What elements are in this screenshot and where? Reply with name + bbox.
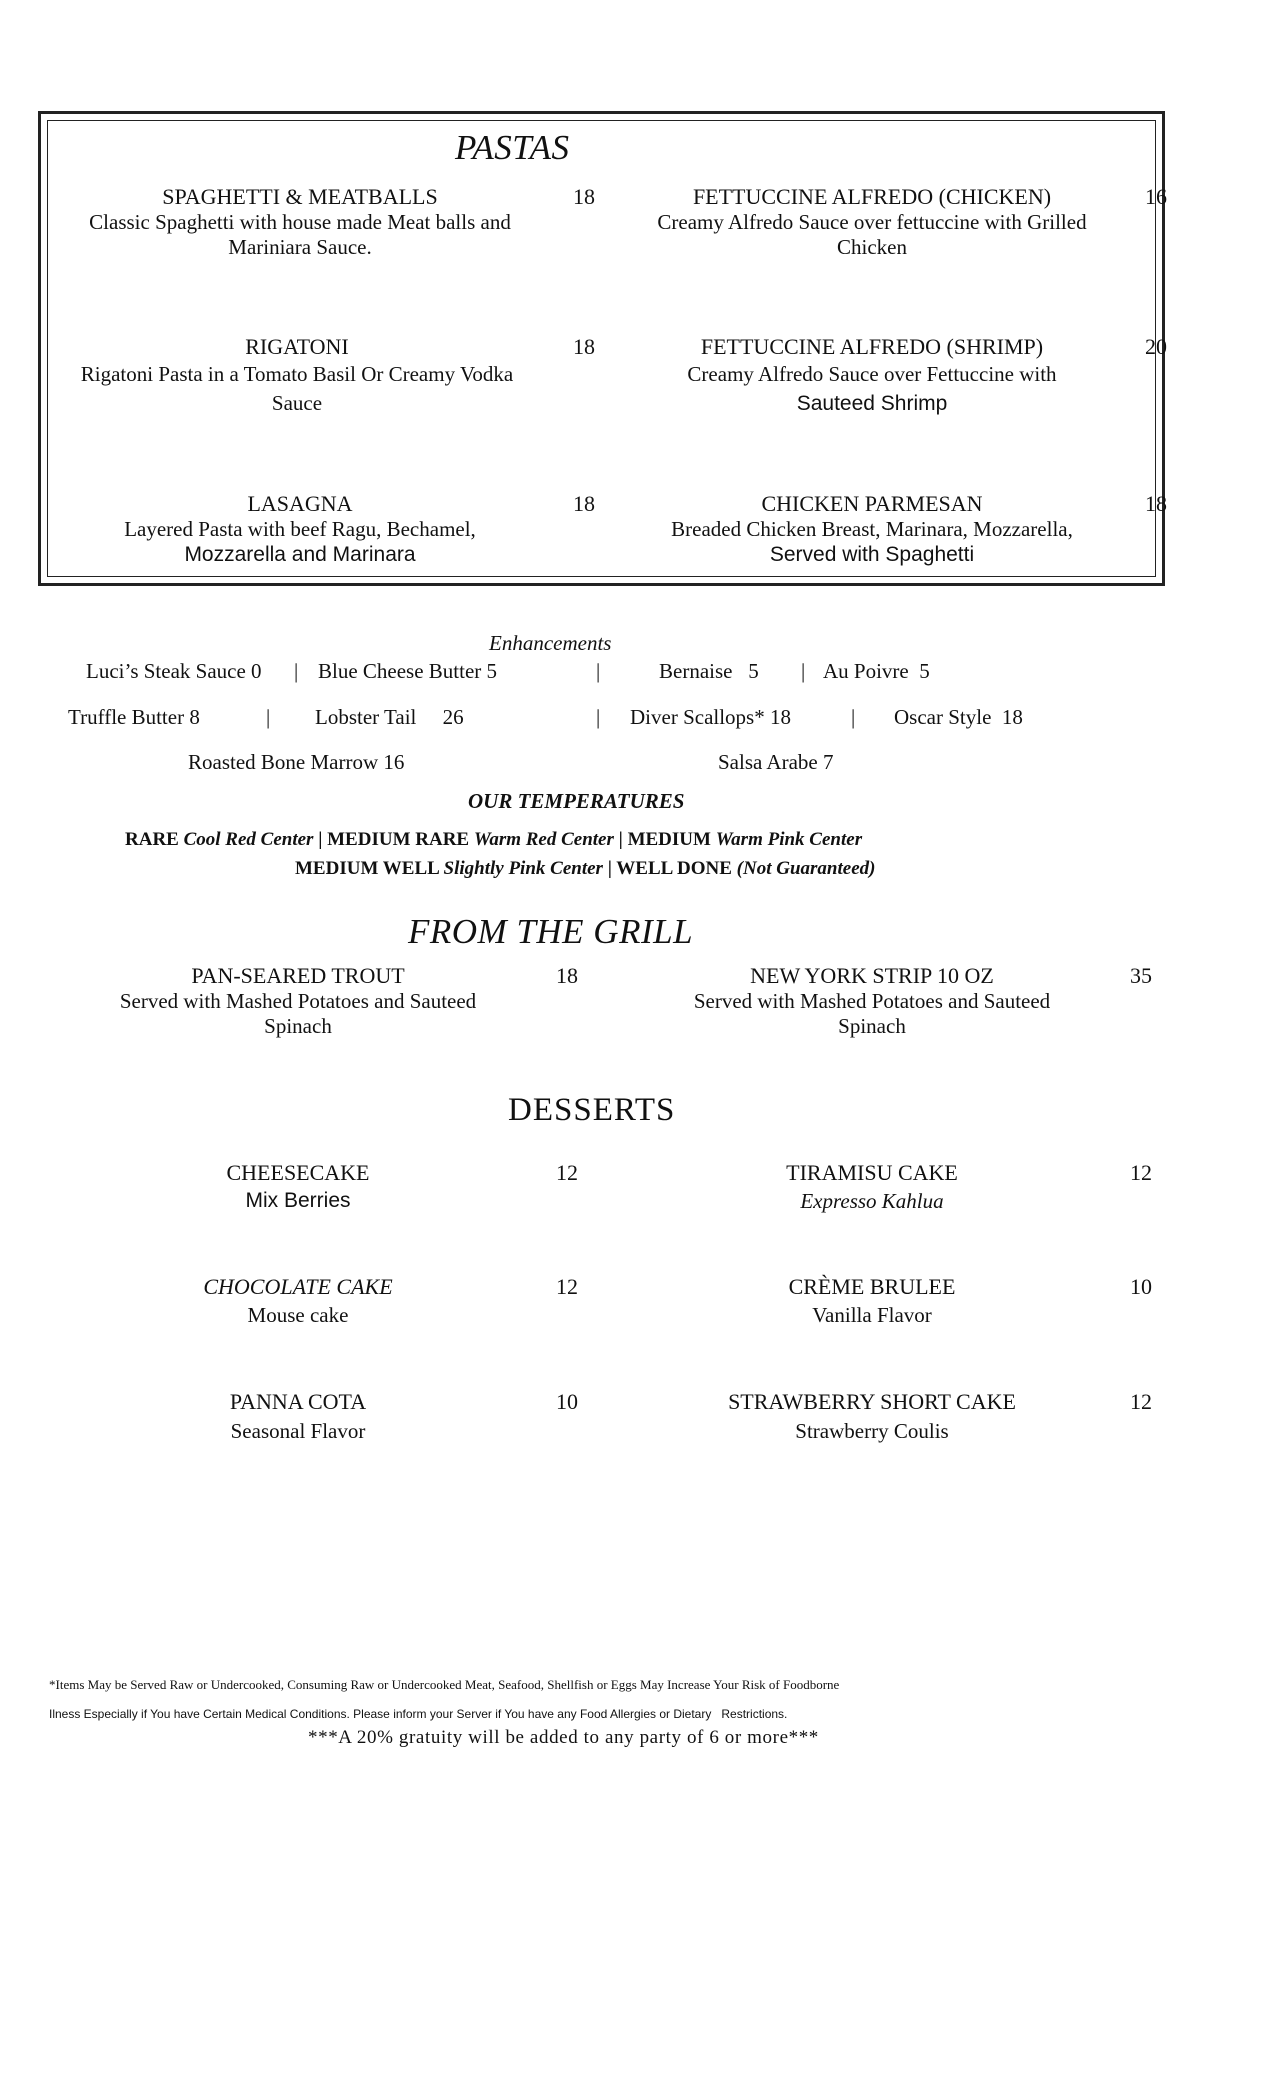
grill-title: FROM THE GRILL: [408, 912, 694, 951]
enhancements-title: Enhancements: [489, 631, 612, 655]
disclaimer-line-2: Ilness Especially if You have Certain Medical Conditions. Please inform your Server if You have any Food Allergies or Dietary Restrictions.: [49, 1707, 788, 1721]
menu-item: [627, 491, 1117, 567]
item-price: 18: [556, 963, 578, 988]
enhancement-separator: |: [294, 659, 299, 683]
item-name: SPAGHETTI & MEATBALLS: [162, 184, 438, 209]
item-name: TIRAMISU CAKE: [786, 1160, 958, 1185]
temp-medium: | MEDIUM: [618, 829, 711, 850]
menu-item: [158, 1389, 438, 1447]
item-desc: Creamy Alfredo Sauce over fettuccine with Grilled: [657, 210, 1087, 234]
item-price: 18: [573, 491, 595, 516]
item-desc: Rigatoni Pasta in a Tomato Basil Or Creamy Vodka: [80, 362, 514, 386]
enhancement-item: Blue Cheese Butter 5: [318, 659, 498, 683]
item-name: PANNA COTA: [229, 1389, 367, 1414]
temp-well-done: | WELL DONE: [607, 858, 732, 879]
item-desc: Creamy Alfredo Sauce over Fettuccine with: [687, 362, 1057, 386]
desserts-title: DESSERTS: [508, 1092, 676, 1128]
temp-well-done-desc: (Not Guaranteed): [736, 858, 876, 879]
item-desc: Spinach: [264, 1014, 332, 1038]
item-desc: Classic Spaghetti with house made Meat balls and: [89, 210, 511, 234]
enhancement-item: Diver Scallops* 18: [630, 705, 791, 729]
menu-item: [60, 491, 540, 567]
temperatures-line-1: [125, 829, 862, 851]
temp-medium-rare-desc: Warm Red Center: [473, 829, 614, 850]
item-name: LASAGNA: [247, 491, 353, 516]
enhancement-item: Luci’s Steak Sauce 0: [86, 659, 262, 683]
temp-medium-well-desc: Slightly Pink Center: [443, 858, 603, 879]
item-name: FETTUCCINE ALFREDO (CHICKEN): [692, 184, 1052, 209]
item-desc: Spinach: [838, 1014, 906, 1038]
enhancement-item: Bernaise 5: [659, 659, 759, 683]
menu-item: [627, 334, 1117, 418]
temp-medium-desc: Warm Pink Center: [715, 829, 863, 850]
enhancement-item: Au Poivre 5: [823, 659, 930, 683]
item-name: RIGATONI: [245, 334, 349, 359]
menu-item: [158, 1274, 438, 1330]
temp-rare: RARE: [125, 829, 179, 850]
menu-item: [632, 963, 1112, 1039]
item-price: 20: [1145, 334, 1167, 359]
enhancement-item: Salsa Arabe 7: [718, 750, 834, 774]
item-desc: Breaded Chicken Breast, Marinara, Mozzarella,: [671, 517, 1073, 541]
enhancement-separator: |: [851, 705, 856, 729]
item-name: CHOCOLATE CAKE: [203, 1274, 393, 1299]
enhancement-separator: |: [266, 705, 271, 729]
item-desc: Mariniara Sauce.: [228, 235, 372, 259]
item-price: 12: [1130, 1160, 1152, 1185]
item-desc: Vanilla Flavor: [812, 1303, 932, 1327]
menu-item: [732, 1160, 1012, 1216]
item-price: 18: [1145, 491, 1167, 516]
item-price: 16: [1145, 184, 1167, 209]
item-name: CHICKEN PARMESAN: [761, 491, 983, 516]
item-name: CHEESECAKE: [226, 1160, 370, 1185]
menu-item: [702, 1389, 1042, 1447]
item-name: FETTUCCINE ALFREDO (SHRIMP): [700, 334, 1044, 359]
temp-medium-well: MEDIUM WELL: [295, 858, 439, 879]
item-price: 18: [573, 184, 595, 209]
item-price: 10: [1130, 1274, 1152, 1299]
item-desc: Mix Berries: [245, 1189, 351, 1212]
gratuity-note: ***A 20% gratuity will be added to any party of 6 or more***: [308, 1727, 819, 1748]
item-price: 10: [556, 1389, 578, 1414]
item-desc: Served with Mashed Potatoes and Sauteed: [693, 989, 1051, 1013]
menu-item: [58, 963, 538, 1039]
item-desc: Chicken: [837, 235, 907, 259]
pastas-title: PASTAS: [455, 128, 570, 167]
item-desc: Sauteed Shrimp: [796, 392, 948, 415]
item-desc: Layered Pasta with beef Ragu, Bechamel,: [124, 517, 476, 541]
item-desc: Mouse cake: [247, 1303, 349, 1327]
enhancement-separator: |: [596, 705, 601, 729]
item-price: 18: [573, 334, 595, 359]
temp-rare-desc: Cool Red Center: [183, 829, 314, 850]
item-desc: Served with Spaghetti: [769, 543, 975, 566]
temperatures-title: OUR TEMPERATURES: [468, 789, 685, 813]
item-desc: Sauce: [271, 391, 323, 415]
enhancement-item: Truffle Butter 8: [68, 705, 200, 729]
item-desc: Served with Mashed Potatoes and Sauteed: [119, 989, 477, 1013]
menu-item: [52, 334, 542, 418]
temperatures-line-2: [295, 858, 875, 880]
item-price: 35: [1130, 963, 1152, 988]
menu-item: [158, 1160, 438, 1216]
enhancement-separator: |: [801, 659, 806, 683]
menu-item: [627, 184, 1117, 260]
item-price: 12: [556, 1160, 578, 1185]
item-name: PAN-SEARED TROUT: [191, 963, 405, 988]
item-desc: Mozzarella and Marinara: [184, 543, 416, 566]
enhancement-item: Oscar Style 18: [894, 705, 1023, 729]
item-name: STRAWBERRY SHORT CAKE: [728, 1389, 1016, 1414]
item-desc: Expresso Kahlua: [800, 1189, 944, 1213]
item-price: 12: [556, 1274, 578, 1299]
temp-medium-rare: | MEDIUM RARE: [318, 829, 470, 850]
disclaimer-line-1: *Items May be Served Raw or Undercooked, Consuming Raw or Undercooked Meat, Seafood, Shellfish or Eggs May Increase Your Risk of Foodborne: [49, 1677, 840, 1692]
menu-item: [732, 1274, 1012, 1330]
item-name: NEW YORK STRIP 10 OZ: [750, 963, 994, 988]
enhancement-separator: |: [596, 659, 601, 683]
item-desc: Seasonal Flavor: [230, 1419, 366, 1443]
enhancement-item: Lobster Tail 26: [315, 705, 464, 729]
item-price: 12: [1130, 1389, 1152, 1414]
enhancement-item: Roasted Bone Marrow 16: [188, 750, 405, 774]
item-desc: Strawberry Coulis: [795, 1419, 949, 1443]
item-name: CRÈME BRULEE: [788, 1274, 956, 1299]
menu-item: [60, 184, 540, 260]
